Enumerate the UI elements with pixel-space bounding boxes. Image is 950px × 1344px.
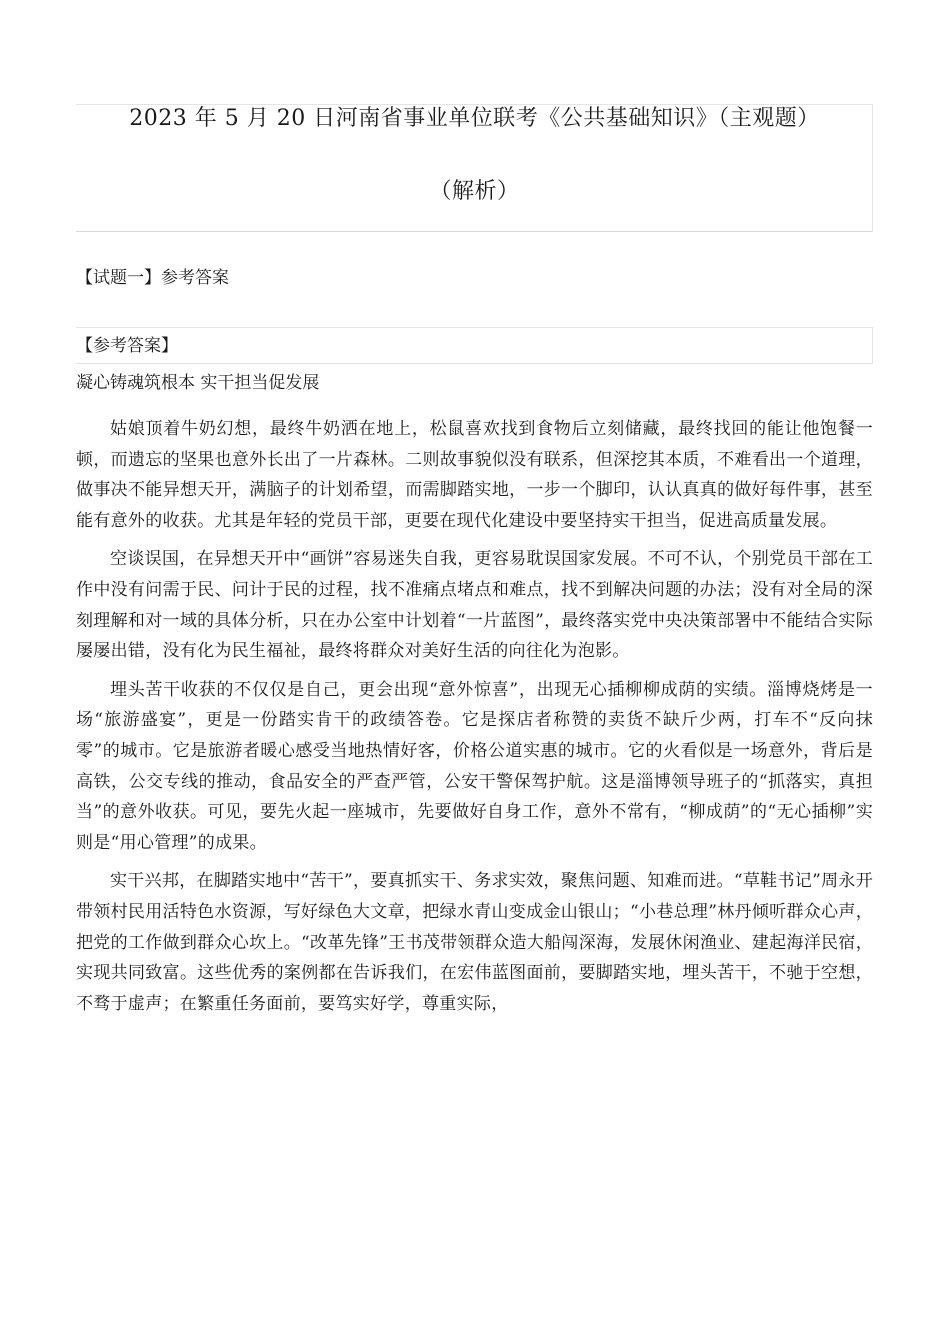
paragraph: 姑娘顶着牛奶幻想，最终牛奶洒在地上，松鼠喜欢找到食物后立刻储藏，最终找回的能让他饱餐一顿，而遗忘的坚果也意外长出了一片森林。二则故事貌似没有联系，但深挖其本质，不难看出一个道理，做事决不能异想天开，满脑子的计划希望，而需脚踏实地，一步一个脚印，认认真真的做好每件事，甚至能有意外的收获。尤其是年轻的党员干部，更要在现代化建设中要坚持实干担当，促进高质量发展。 — [76, 419, 873, 531]
answer-label: 【参考答案】 — [76, 336, 178, 356]
document-title: 2023 年 5 月 20 日河南省事业单位联考《公共基础知识》（主观题） — [129, 106, 820, 131]
section-heading: 【试题一】参考答案 — [76, 268, 229, 288]
paragraph: 空谈误国，在异想天开中“画饼”容易迷失自我，更容易耽误国家发展。不可不认，个别党员干部在工作中没有问需于民、问计于民的过程，找不准痛点堵点和难点，找不到解决问题的办法；没有对全局的深刻理解和对一域的具体分析，只在办公室中计划着“一片蓝图”，最终落实党中央决策部署中不能结合实际屡屡出错，没有化为民生福祉，最终将群众对美好生活的向往化为泡影。 — [76, 549, 873, 662]
answer-box — [76, 327, 873, 364]
paragraph: 实干兴邦，在脚踏实地中“苦干”，要真抓实干、务求实效，聚焦问题、知难而进。“草鞋书记”周永开带领村民用活特色水资源，写好绿色大文章，把绿水青山变成金山银山；“小巷总理”林丹倾听群众心声，把党的工作做到群众心坎上。“改革先锋”王书茂带领群众造大船闯深海，发展休闲渔业、建起海洋民宿，实现共同致富。这些优秀的案例都在告诉我们，在宏伟蓝图面前，要脚踏实地，埋头苦干，不驰于空想，不骛于虚声；在繁重任务面前，要笃实好学，尊重实际， — [76, 871, 873, 1014]
essay-body — [76, 414, 873, 1027]
essay-title: 凝心铸魂筑根本 实干担当促发展 — [76, 373, 320, 393]
title-box — [76, 104, 873, 232]
paragraph: 埋头苦干收获的不仅仅是自己，更会出现“意外惊喜”，出现无心插柳柳成荫的实绩。淄博烧烤是一场“旅游盛宴”，更是一份踏实肯干的政绩答卷。它是探店者称赞的卖货不缺斤少两，打车不“反向抹零”的城市。它是旅游者暖心感受当地热情好客，价格公道实惠的城市。它的火看似是一场意外，背后是高铁，公交专线的推动，食品安全的严查严管，公安干警保驾护航。这是淄博领导班子的“抓落实，真担当”的意外收获。可见，要先火起一座城市，先要做好自身工作，意外不常有，“柳成荫”的“无心插柳”实则是“用心管理”的成果。 — [76, 679, 873, 853]
document-subtitle: （解析） — [429, 179, 520, 204]
